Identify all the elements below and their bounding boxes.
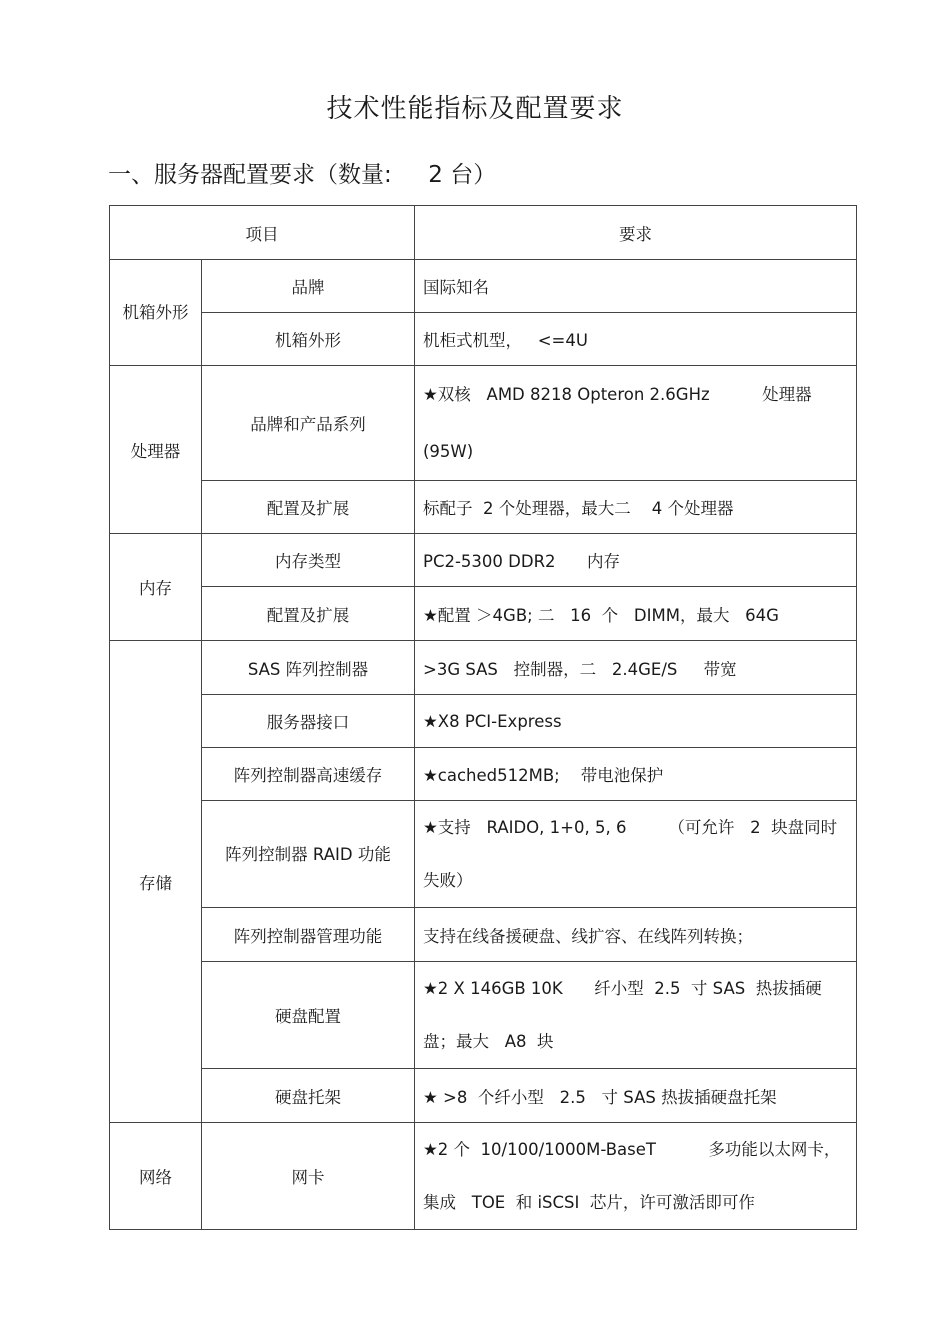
item-cell: 内存类型 xyxy=(202,534,415,587)
table-row xyxy=(110,695,857,748)
table-row xyxy=(110,641,857,695)
item-cell: 服务器接口 xyxy=(202,695,415,748)
table-row xyxy=(110,260,857,313)
requirement-cell: ★cached512MB; 带电池保护 xyxy=(415,748,857,801)
table-row xyxy=(110,962,857,1069)
requirement-cell: 支持在线备援硬盘、线扩容、在线阵列转换； xyxy=(415,908,857,962)
table-row xyxy=(110,748,857,801)
requirement-cell: >3G SAS 控制器，二 2.4GE/S 带宽 xyxy=(415,641,857,695)
table-row xyxy=(110,587,857,641)
category-cell: 网络 xyxy=(110,1123,202,1230)
item-cell: 阵列控制器高速缓存 xyxy=(202,748,415,801)
item-cell: 配置及扩展 xyxy=(202,481,415,534)
spec-table xyxy=(109,205,857,1230)
item-cell: 阵列控制器管理功能 xyxy=(202,908,415,962)
table-row xyxy=(110,1123,857,1230)
requirement-cell: PC2-5300 DDR2 内存 xyxy=(415,534,857,587)
table-header-row xyxy=(110,206,857,260)
category-cell: 内存 xyxy=(110,534,202,641)
table-row xyxy=(110,366,857,481)
requirement-cell: ★支持 RAIDO, 1+0, 5, 6 （可允许 2 块盘同时失败） xyxy=(415,801,857,908)
requirement-cell: ★2 个 10/100/1000M-BaseT 多功能以太网卡，集成 TOE 和 iSCSI 芯片，许可激活即可作 xyxy=(415,1123,857,1230)
header-item: 项目 xyxy=(110,206,415,260)
section-heading: 一、服务器配置要求（数量: 2 台） xyxy=(108,162,497,188)
requirement-cell: 机柜式机型， <=4U xyxy=(415,313,857,366)
item-cell: 配置及扩展 xyxy=(202,587,415,641)
item-cell: 机箱外形 xyxy=(202,313,415,366)
requirement-cell: 国际知名 xyxy=(415,260,857,313)
requirement-cell: ★X8 PCI-Express xyxy=(415,695,857,748)
header-requirement: 要求 xyxy=(415,206,857,260)
item-cell: 品牌和产品系列 xyxy=(202,366,415,481)
requirement-cell: ★配置 ＞4GB; 二 16 个 DIMM，最大 64G xyxy=(415,587,857,641)
requirement-cell: ★2 X 146GB 10K 纤小型 2.5 寸 SAS 热拔插硬盘；最大 A8 块 xyxy=(415,962,857,1069)
item-cell: SAS 阵列控制器 xyxy=(202,641,415,695)
requirement-cell: ★双核 AMD 8218 Opteron 2.6GHz 处理器(95W) xyxy=(415,366,857,481)
requirement-cell: ★ >8 个纤小型 2.5 寸 SAS 热拔插硬盘托架 xyxy=(415,1069,857,1123)
table-row xyxy=(110,908,857,962)
category-cell: 处理器 xyxy=(110,366,202,534)
category-cell: 存储 xyxy=(110,641,202,1123)
item-cell: 硬盘托架 xyxy=(202,1069,415,1123)
requirement-cell: 标配子 2 个处理器，最大二 4 个处理器 xyxy=(415,481,857,534)
item-cell: 网卡 xyxy=(202,1123,415,1230)
item-cell: 品牌 xyxy=(202,260,415,313)
item-cell: 硬盘配置 xyxy=(202,962,415,1069)
table-row xyxy=(110,481,857,534)
category-cell: 机箱外形 xyxy=(110,260,202,366)
table-row xyxy=(110,313,857,366)
table-row xyxy=(110,1069,857,1123)
table-row xyxy=(110,534,857,587)
table-row xyxy=(110,801,857,908)
document-title: 技术性能指标及配置要求 xyxy=(326,94,624,124)
item-cell: 阵列控制器 RAID 功能 xyxy=(202,801,415,908)
